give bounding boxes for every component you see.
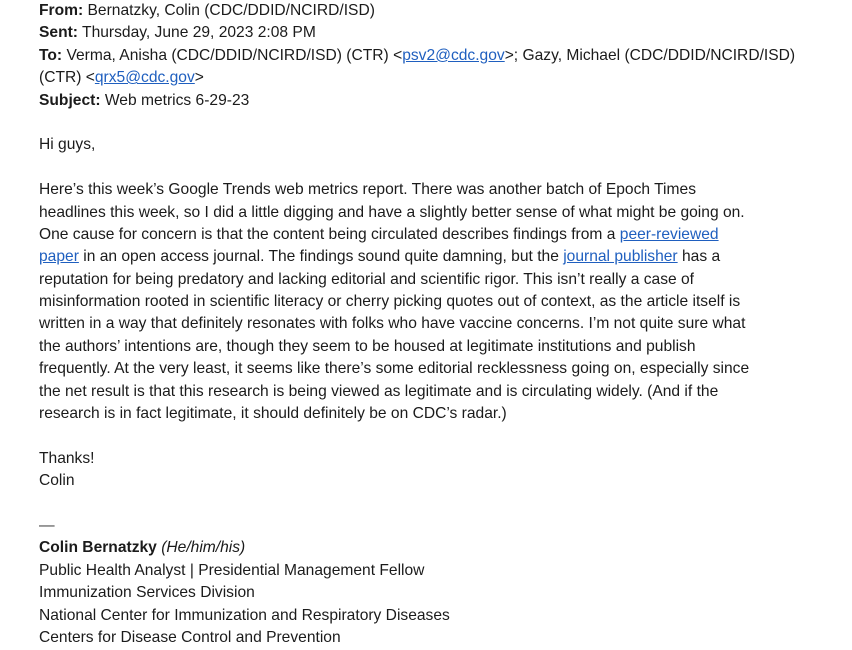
from-line bbox=[39, 0, 829, 22]
signature-pronouns: (He/him/his) bbox=[161, 539, 246, 557]
paragraph-line: Here’s this week’s Google Trends web metrics report. There was another batch of Epoch Times bbox=[39, 181, 696, 199]
subject-label: Subject: bbox=[39, 91, 101, 109]
to-ctr-suffix: > bbox=[194, 69, 204, 87]
greeting: Hi guys, bbox=[39, 136, 96, 154]
paragraph-line: research is in fact legitimate, it should definitely be on CDC’s radar.) bbox=[39, 405, 507, 423]
paragraph-line: misinformation rooted in scientific literacy or cherry picking quotes out of context, as the article itself is bbox=[39, 293, 741, 311]
to-line-continued bbox=[39, 67, 829, 89]
paragraph-line: reputation for being predatory and lacking editorial and scientific rigor. This isn’t really a case of bbox=[39, 270, 695, 288]
journal-publisher-link[interactable]: journal publisher bbox=[563, 248, 678, 266]
signature-title: Public Health Analyst | Presidential Management Fellow bbox=[39, 561, 425, 579]
peer-reviewed-paper-link[interactable]: peer-reviewed bbox=[619, 225, 719, 243]
signoff-name: Colin bbox=[39, 472, 75, 490]
to-recipient-2: >; Gazy, Michael (CDC/DDID/NCIRD/ISD) bbox=[504, 46, 796, 64]
body-paragraph bbox=[39, 179, 829, 425]
paragraph-line: written in a way that definitely resonates with folks who have vaccine concerns. I’m not quite sure what bbox=[39, 315, 746, 333]
paragraph-text: One cause for concern is that the content being circulated describes findings from a bbox=[39, 225, 620, 243]
signature-agency: Centers for Disease Control and Prevention bbox=[39, 628, 341, 646]
paragraph-line bbox=[39, 224, 829, 246]
subject-line bbox=[39, 90, 829, 112]
to-label: To: bbox=[39, 46, 63, 64]
to-line bbox=[39, 45, 829, 67]
paragraph-line: the authors’ intentions are, though they seem to be housed at legitimate institutions and publish bbox=[39, 337, 696, 355]
email-link-qrx5[interactable]: qrx5@cdc.gov bbox=[94, 69, 195, 87]
sent-value: Thursday, June 29, 2023 2:08 PM bbox=[82, 24, 316, 42]
to-ctr-prefix: (CTR) < bbox=[39, 69, 95, 87]
email-link-psv2[interactable]: psv2@cdc.gov bbox=[402, 46, 505, 64]
paragraph-line: frequently. At the very least, it seems like there’s some editorial recklessness going on, especially since bbox=[39, 360, 750, 378]
email-document bbox=[39, 0, 829, 649]
thanks-text: Thanks! bbox=[39, 449, 95, 467]
signature-center: National Center for Immunization and Respiratory Diseases bbox=[39, 606, 450, 624]
paragraph-line bbox=[39, 246, 829, 268]
paragraph-line: the net result is that this research is being viewed as legitimate and is circulating widely. (And if the bbox=[39, 382, 719, 400]
from-label: From: bbox=[39, 2, 84, 19]
signature-division: Immunization Services Division bbox=[39, 584, 255, 602]
signature-name: Colin Bernatzky bbox=[39, 539, 157, 557]
to-recipient-1: Verma, Anisha (CDC/DDID/NCIRD/ISD) (CTR) < bbox=[66, 46, 403, 64]
sent-line bbox=[39, 22, 829, 44]
paragraph-text: in an open access journal. The findings sound quite damning, but the bbox=[78, 248, 564, 266]
paragraph-line: headlines this week, so I did a little digging and have a slightly better sense of what might be going on. bbox=[39, 203, 745, 221]
subject-value: Web metrics 6-29-23 bbox=[104, 91, 250, 109]
peer-reviewed-paper-link-continued[interactable]: paper bbox=[39, 248, 79, 266]
sent-label: Sent: bbox=[39, 24, 78, 42]
paragraph-text: has a bbox=[677, 248, 721, 266]
signature-name-line bbox=[39, 537, 829, 559]
signature-separator: — bbox=[39, 516, 55, 534]
from-value: Bernatzky, Colin (CDC/DDID/NCIRD/ISD) bbox=[87, 2, 375, 19]
